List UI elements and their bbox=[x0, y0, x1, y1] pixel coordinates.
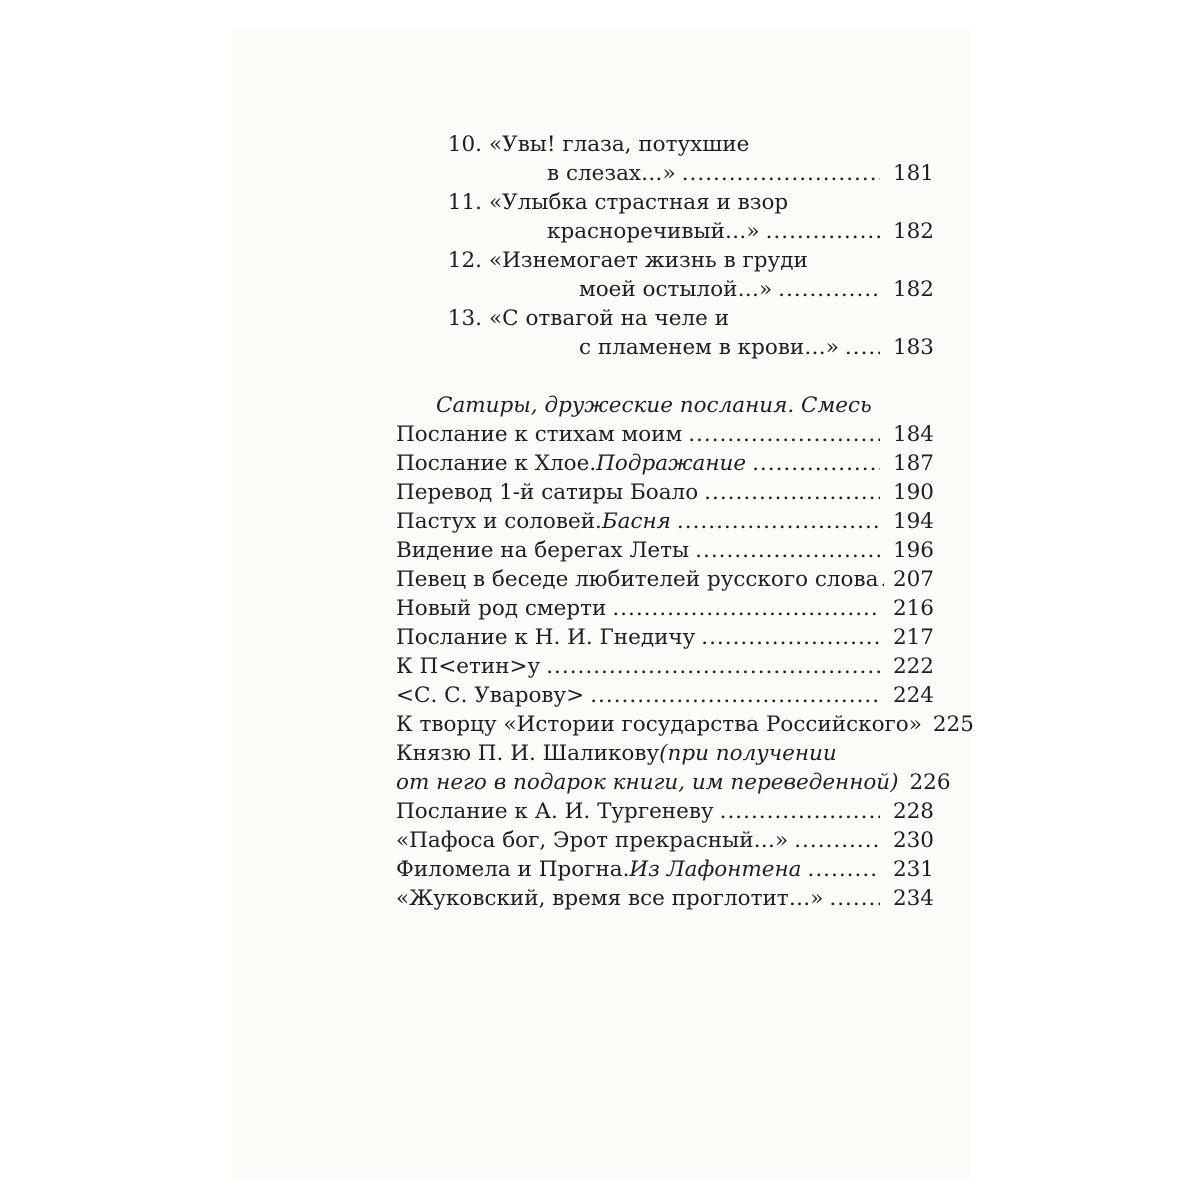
toc-entry bbox=[396, 507, 934, 536]
page-number: 181 bbox=[892, 161, 934, 186]
toc-entry bbox=[396, 594, 934, 623]
entry-number: 12. bbox=[447, 248, 482, 273]
entry-number: 11. bbox=[447, 190, 482, 215]
toc-entry bbox=[396, 884, 934, 913]
page-number: 228 bbox=[892, 799, 934, 824]
leader-dots bbox=[845, 333, 880, 362]
leader-dots bbox=[682, 159, 880, 188]
leader-dots bbox=[704, 478, 880, 507]
entry-title-line: красноречивый…» bbox=[547, 219, 760, 244]
leader-dots bbox=[720, 797, 880, 826]
toc-entry bbox=[396, 536, 934, 565]
page-number: 216 bbox=[892, 596, 934, 621]
page-number: 217 bbox=[892, 625, 934, 650]
entry-title: Князю П. И. Шаликову bbox=[396, 741, 660, 766]
page-number: 182 bbox=[892, 277, 934, 302]
page-number: 183 bbox=[892, 335, 934, 360]
toc-entry bbox=[396, 855, 934, 884]
entry-title: К творцу «Истории государства Российского» bbox=[396, 712, 922, 737]
leader-dots bbox=[546, 652, 880, 681]
table-of-contents bbox=[396, 130, 974, 913]
leader-dots bbox=[695, 536, 880, 565]
page-number: 230 bbox=[892, 828, 934, 853]
page-number: 184 bbox=[892, 422, 934, 447]
entry-title: Новый род смерти bbox=[396, 596, 607, 621]
page-number: 224 bbox=[892, 683, 934, 708]
toc-entry bbox=[396, 565, 934, 594]
entry-title: Послание к стихам моим bbox=[396, 422, 683, 447]
page-number: 234 bbox=[892, 886, 934, 911]
page-number: 225 bbox=[932, 712, 974, 737]
toc-entry bbox=[396, 478, 934, 507]
entry-title: <С. С. Уварову> bbox=[396, 683, 585, 708]
entry-subtitle: Из Лафонтена bbox=[629, 857, 802, 882]
toc-entry bbox=[396, 449, 934, 478]
leader-dots bbox=[778, 275, 880, 304]
toc-numbered-entry bbox=[396, 304, 934, 362]
toc-numbered-entry bbox=[396, 188, 934, 246]
entry-subtitle: Басня bbox=[601, 509, 671, 534]
entry-title: «Жуковский, время все проглотит…» bbox=[396, 886, 824, 911]
entry-title: К П<етин>у bbox=[396, 654, 541, 679]
toc-entry bbox=[396, 652, 934, 681]
toc-entry bbox=[396, 623, 934, 652]
entry-title: «Пафоса бог, Эрот прекрасный…» bbox=[396, 828, 789, 853]
toc-entry bbox=[396, 826, 934, 855]
page-number: 182 bbox=[892, 219, 934, 244]
entry-title: Послание к Хлое. bbox=[396, 451, 597, 476]
leader-dots bbox=[677, 507, 880, 536]
entry-title: Послание к Н. И. Гнедичу bbox=[396, 625, 696, 650]
leader-dots bbox=[590, 681, 880, 710]
leader-dots bbox=[612, 594, 880, 623]
entry-title: Видение на берегах Леты bbox=[396, 538, 690, 563]
leader-dots bbox=[688, 420, 880, 449]
page-number: 190 bbox=[892, 480, 934, 505]
entry-subtitle: от него в подарок книги, им переведенной) bbox=[396, 770, 899, 795]
entry-number: 10. bbox=[447, 132, 482, 157]
leader-dots bbox=[880, 565, 884, 594]
toc-entry bbox=[396, 420, 934, 449]
toc-entry bbox=[396, 710, 974, 739]
page-number: 231 bbox=[892, 857, 934, 882]
entry-title-line: «С отвагой на челе и bbox=[489, 306, 730, 331]
page-number: 196 bbox=[892, 538, 934, 563]
section-title: Сатиры, дружеские послания. Смесь bbox=[436, 393, 872, 418]
entry-title-line: «Изнемогает жизнь в груди bbox=[489, 248, 808, 273]
entry-title: Пастух и соловей. bbox=[396, 509, 602, 534]
page-number: 222 bbox=[892, 654, 934, 679]
toc-numbered-entry bbox=[396, 246, 934, 304]
entry-subtitle: (при получении bbox=[659, 741, 837, 766]
page-number: 187 bbox=[892, 451, 934, 476]
page-number: 226 bbox=[909, 770, 951, 795]
page-number: 207 bbox=[892, 567, 934, 592]
entry-title-line: «Улыбка страстная и взор bbox=[489, 190, 789, 215]
toc-numbered-entry bbox=[396, 130, 934, 188]
entry-title-line: с пламенем в крови…» bbox=[579, 335, 839, 360]
toc-entry bbox=[396, 797, 934, 826]
entry-title: Филомела и Прогна. bbox=[396, 857, 630, 882]
entry-number: 13. bbox=[447, 306, 482, 331]
entry-title: Перевод 1-й сатиры Боало bbox=[396, 480, 699, 505]
page-number: 194 bbox=[892, 509, 934, 534]
toc-entry bbox=[396, 681, 934, 710]
leader-dots bbox=[794, 826, 880, 855]
entry-title-line: в слезах…» bbox=[547, 161, 676, 186]
leader-dots bbox=[766, 217, 880, 246]
entry-title: Послание к А. И. Тургеневу bbox=[396, 799, 714, 824]
entry-title-line: моей остылой…» bbox=[579, 277, 773, 302]
leader-dots bbox=[752, 449, 880, 478]
entry-title-line: «Увы! глаза, потухшие bbox=[489, 132, 750, 157]
entry-title: Певец в беседе любителей русского слова bbox=[396, 567, 879, 592]
leader-dots bbox=[701, 623, 880, 652]
toc-entry-multiline bbox=[396, 739, 951, 797]
leader-dots bbox=[808, 855, 880, 884]
leader-dots bbox=[829, 884, 880, 913]
entry-subtitle: Подражание bbox=[596, 451, 747, 476]
